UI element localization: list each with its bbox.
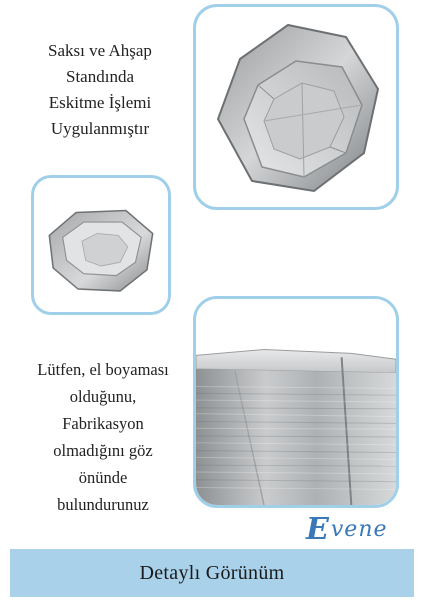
octagonal-pot-angle-view-image <box>34 178 168 312</box>
notice-line: bulundurunuz <box>57 495 149 514</box>
handmade-notice <box>18 356 188 518</box>
product-image-angle-view <box>31 175 171 315</box>
brushed-metal-closeup-image <box>196 299 396 505</box>
logo-wordmark: vene <box>330 517 388 542</box>
notice-line: olduğunu, <box>69 387 137 406</box>
product-image-top-view <box>193 4 399 210</box>
notice-line: Lütfen, el boyaması <box>37 360 169 379</box>
detail-view-banner <box>10 549 414 597</box>
note-line: Uygulanmıştır <box>50 119 150 138</box>
logo-initial: E <box>306 512 330 547</box>
notice-line: önünde <box>78 468 128 487</box>
notice-line: olmadığını göz <box>53 441 153 460</box>
aging-process-note <box>20 38 180 142</box>
detail-view-label: Detaylı Görünüm <box>139 561 285 584</box>
octagonal-pot-top-view-image <box>196 7 396 207</box>
brand-logo <box>306 512 406 547</box>
product-image-detail-closeup <box>193 296 399 508</box>
note-line: Standında <box>66 67 134 86</box>
note-line: Saksı ve Ahşap <box>48 41 152 60</box>
note-line: Eskitme İşlemi <box>48 93 152 112</box>
notice-line: Fabrikasyon <box>62 414 144 433</box>
